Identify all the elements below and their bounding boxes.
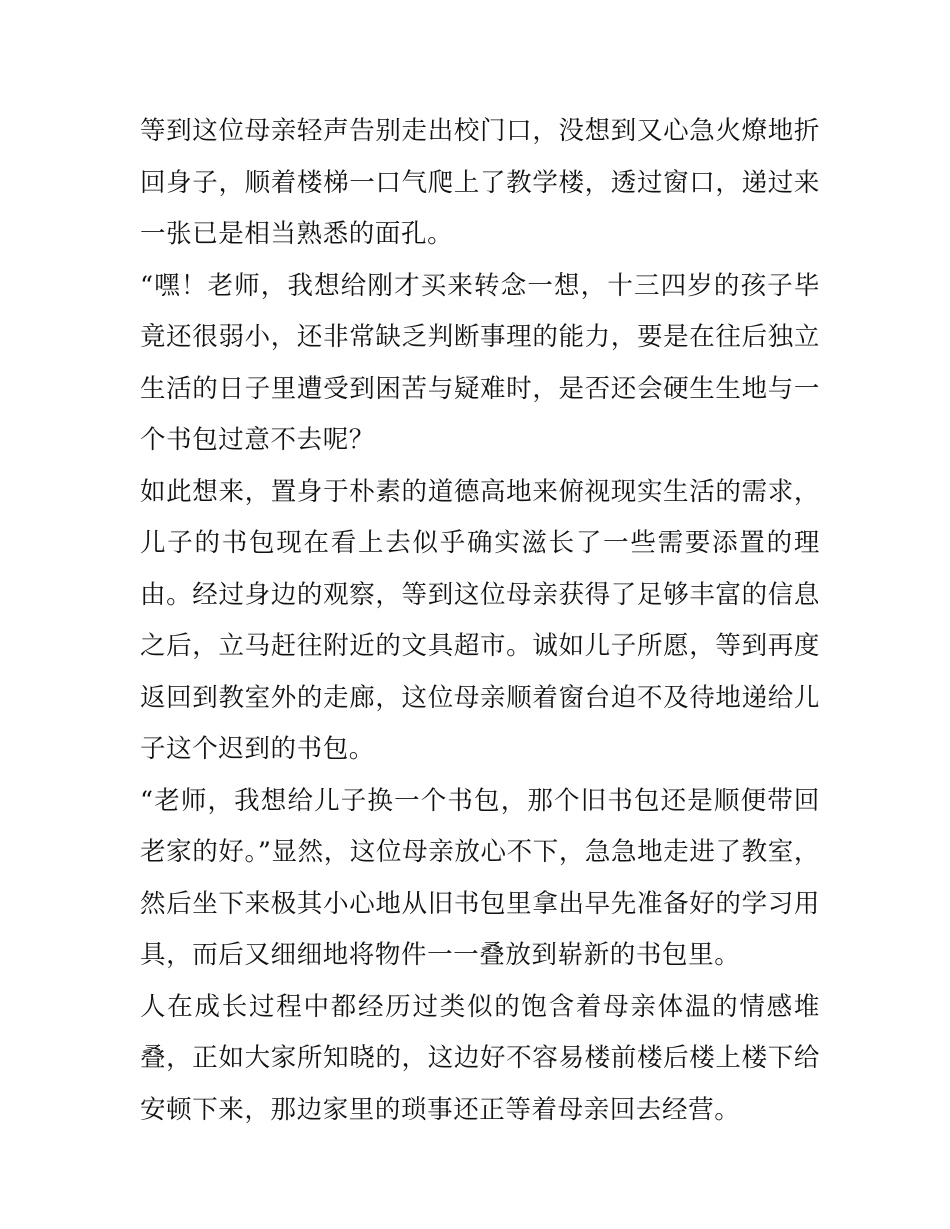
paragraph-2: “嘿！老师，我想给刚才买来转念一想，十三四岁的孩子毕竟还很弱小，还非常缺乏判断事理的能力，要是在往后独立生活的日子里遭受到困苦与疑难时，是否还会硬生生地与一个书包过意不去呢？ (140, 270, 820, 455)
paragraph-5: 人在成长过程中都经历过类似的饱含着母亲体温的情感堆叠，正如大家所知晓的，这边好不容易楼前楼后楼上楼下给安顿下来，那边家里的琐事还正等着母亲回去经营。 (140, 991, 820, 1125)
paragraph-1: 等到这位母亲轻声告别走出校门口，没想到又心急火燎地折回身子，顺着楼梯一口气爬上了教学楼，透过窗口，递过来一张已是相当熟悉的面孔。 (140, 116, 820, 249)
document-page (140, 106, 820, 1136)
paragraph-3: 如此想来，置身于朴素的道德高地来俯视现实生活的需求，儿子的书包现在看上去似乎确实滋长了一些需要添置的理由。经过身边的观察，等到这位母亲获得了足够丰富的信息之后，立马赶往附近的文具超市。诚如儿子所愿，等到再度返回到教室外的走廊，这位母亲顺着窗台迫不及待地递给儿子这个迟到的书包。 (140, 476, 820, 764)
paragraph-4: “老师，我想给儿子换一个书包，那个旧书包还是顺便带回老家的好。”显然，这位母亲放心不下，急急地走进了教室，然后坐下来极其小心地从旧书包里拿出早先准备好的学习用具，而后又细细地将物件一一叠放到崭新的书包里。 (140, 785, 820, 970)
